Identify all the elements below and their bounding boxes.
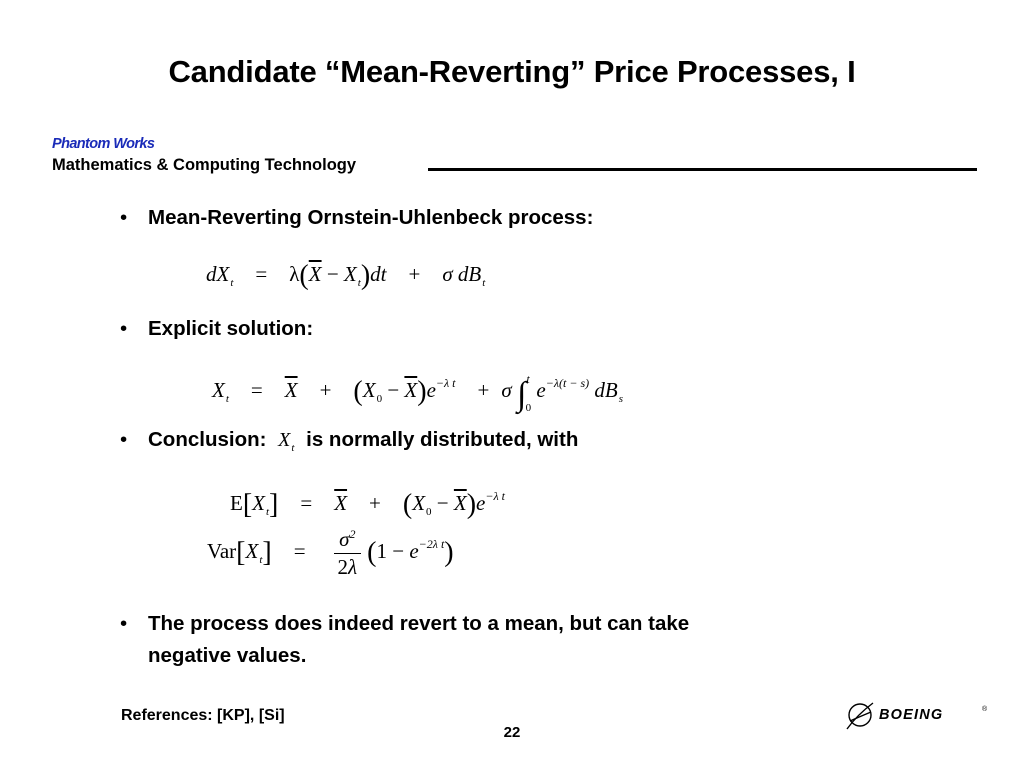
- bullet-dot: •: [120, 206, 128, 229]
- equation-explicit-solution: $X_t = \overline{X} + (X_0 - \overline{X})e^{-\lambda t} + \sigma$ ∫$^t_0$ $e^{-\lambda(t - s)}$ $dB_s$: [212, 372, 623, 414]
- bullet-4-line1: The process does indeed revert to a mean, but can take: [148, 612, 690, 635]
- bullet-3-lead: Conclusion:: [148, 428, 267, 451]
- bullet-dot: •: [120, 612, 128, 635]
- equation-ou-sde: $dX_t = \lambda(\overline{X} - X_t)dt + \sigma$ $dB_t$: [206, 260, 486, 291]
- header-rule: [428, 168, 977, 171]
- equation-expectation: $E[X_t] = \overline{X} + (X_0 - \overline{X})e^{-\lambda t}$: [230, 489, 506, 520]
- bullet-1-text: Mean-Reverting Ornstein-Uhlenbeck process:: [148, 206, 594, 229]
- boeing-logo: [843, 697, 993, 733]
- org-name: Phantom Works: [52, 136, 155, 152]
- inline-math-xt: $X_t$: [278, 429, 295, 454]
- bullet-4-line2: negative values.: [148, 644, 307, 667]
- bullet-1: [120, 206, 593, 230]
- bullet-2: [120, 317, 313, 341]
- bullet-3: [120, 428, 578, 454]
- registered-mark: ®: [982, 706, 988, 713]
- boeing-symbol-icon: [847, 703, 873, 729]
- bullet-dot: •: [120, 428, 128, 451]
- bullet-dot: •: [120, 317, 128, 340]
- boeing-wordmark: BOEING: [879, 707, 944, 723]
- page-number: 22: [503, 724, 521, 741]
- bullet-4: [120, 612, 689, 636]
- department-name: Mathematics & Computing Technology: [52, 156, 357, 174]
- slide-title: Candidate “Mean-Reverting” Price Processes, I: [168, 54, 856, 89]
- references: References: [KP], [Si]: [121, 707, 285, 724]
- equation-variance: $Var[X_t]$ = $\frac{\sigma^2}{2\lambda}$ $(1 - e^{-2\lambda t})$: [207, 527, 454, 579]
- bullet-3-tail: is normally distributed, with: [306, 428, 579, 451]
- bullet-2-text: Explicit solution:: [148, 317, 314, 340]
